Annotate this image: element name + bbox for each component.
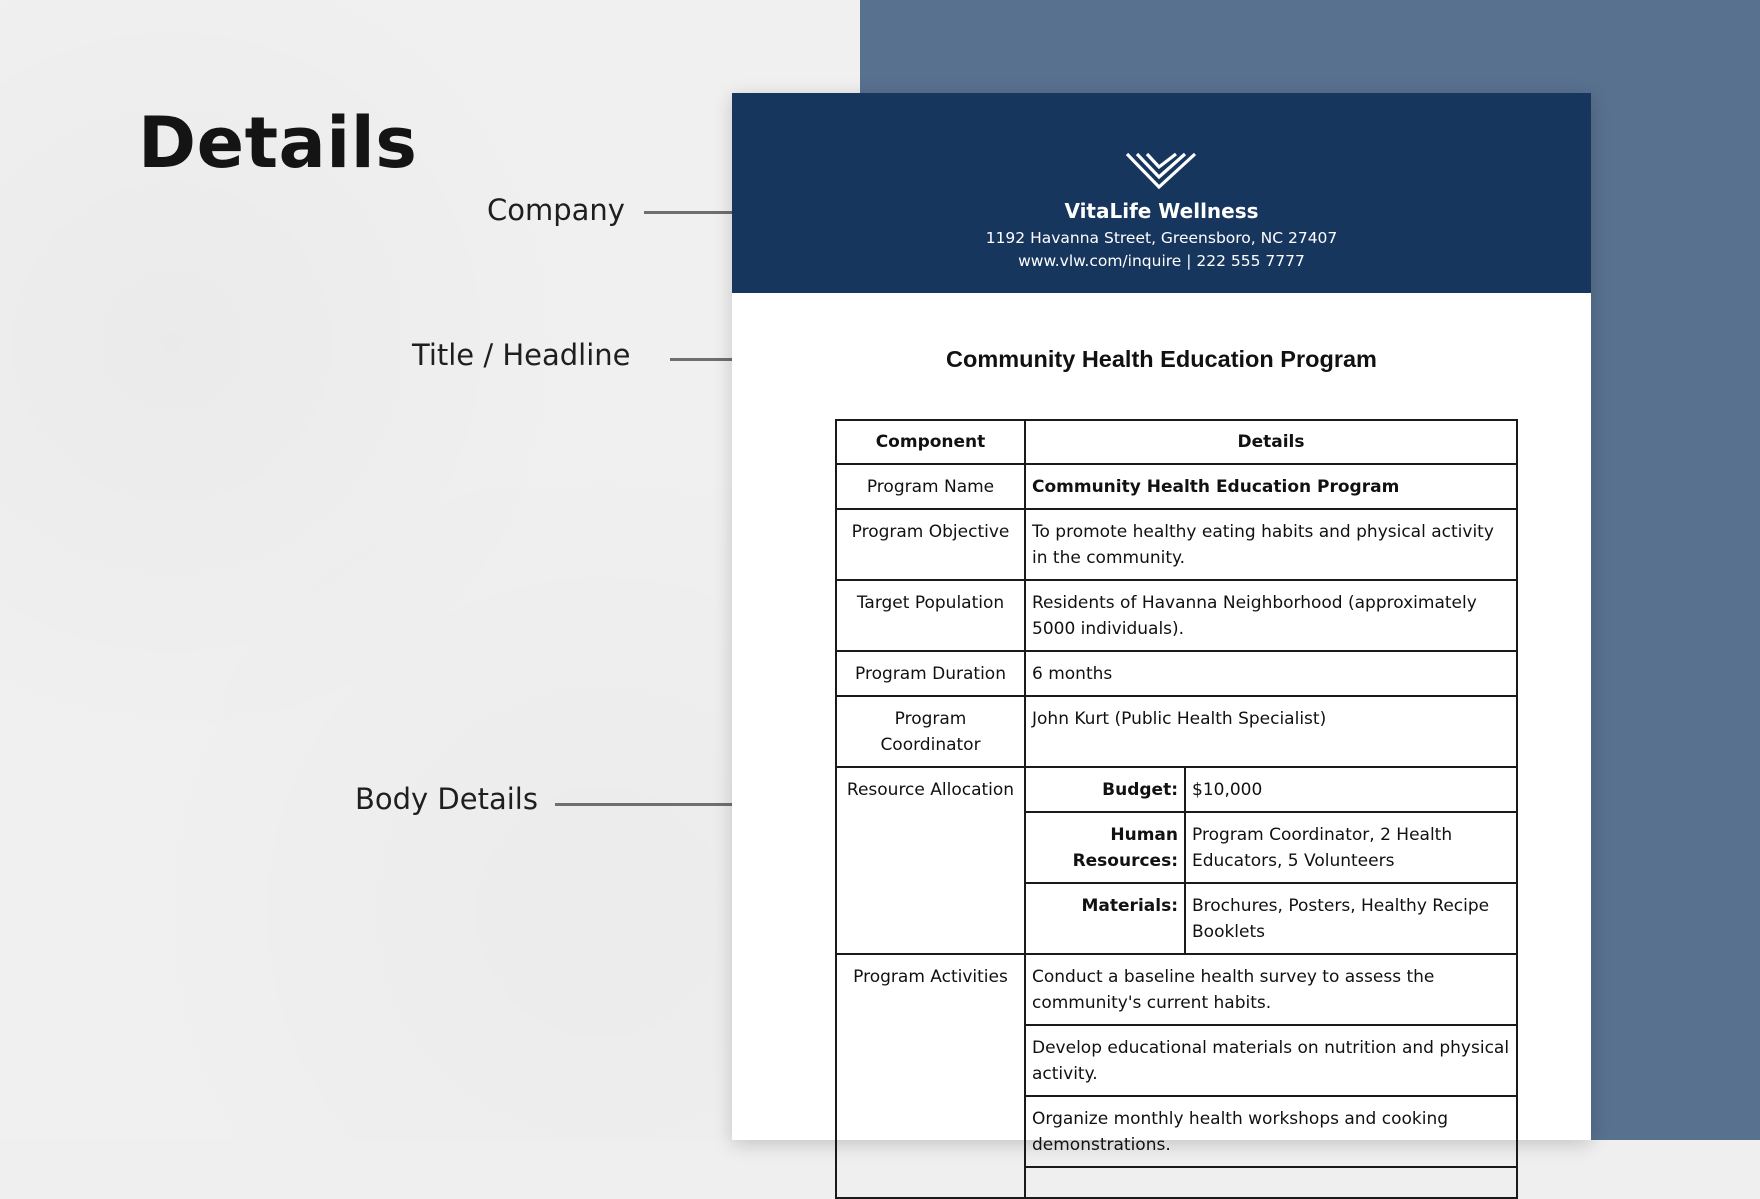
document-page <box>732 93 1591 1155</box>
table-row <box>836 464 1517 509</box>
column-header-details: Details <box>1025 420 1517 464</box>
activity-item: Conduct a baseline health survey to assess the community's current habits. <box>1025 954 1517 1025</box>
row-label-program-name: Program Name <box>836 464 1025 509</box>
table-row <box>836 580 1517 651</box>
resource-label-human: Human Resources: <box>1025 812 1185 883</box>
resource-value-budget: $10,000 <box>1185 767 1517 812</box>
column-header-component: Component <box>836 420 1025 464</box>
row-value-target: Residents of Havanna Neighborhood (approximately 5000 individuals). <box>1025 580 1517 651</box>
chevron-v-logo-icon <box>1124 151 1198 191</box>
company-contact: www.vlw.com/inquire | 222 555 7777 <box>1018 252 1305 270</box>
row-value-duration: 6 months <box>1025 651 1517 696</box>
callout-body: Body Details <box>355 782 538 816</box>
row-label-resources: Resource Allocation <box>836 767 1025 954</box>
showcase-heading: Details <box>138 102 418 184</box>
document-header <box>732 93 1591 293</box>
resource-label-budget: Budget: <box>1025 767 1185 812</box>
row-value-objective: To promote healthy eating habits and physical activity in the community. <box>1025 509 1517 580</box>
activity-item: Organize monthly health workshops and cooking demonstrations. <box>1025 1096 1517 1167</box>
program-table <box>835 419 1518 1199</box>
resource-value-human: Program Coordinator, 2 Health Educators, 5 Volunteers <box>1185 812 1517 883</box>
table-row <box>836 696 1517 767</box>
table-row <box>836 651 1517 696</box>
document-title: Community Health Education Program <box>946 346 1377 372</box>
left-backdrop <box>0 0 860 1140</box>
row-value-program-name: Community Health Education Program <box>1025 464 1517 509</box>
row-value-coordinator: John Kurt (Public Health Specialist) <box>1025 696 1517 767</box>
row-label-target: Target Population <box>836 580 1025 651</box>
resource-label-materials: Materials: <box>1025 883 1185 954</box>
activity-item-cut-off <box>1025 1167 1517 1198</box>
resource-value-materials: Brochures, Posters, Healthy Recipe Booklets <box>1185 883 1517 954</box>
row-label-coordinator: Program Coordinator <box>836 696 1025 767</box>
callout-title: Title / Headline <box>412 338 631 372</box>
row-label-objective: Program Objective <box>836 509 1025 580</box>
company-name: VitaLife Wellness <box>1064 199 1259 223</box>
table-row <box>836 767 1517 812</box>
table-row <box>836 954 1517 1025</box>
company-address: 1192 Havanna Street, Greensboro, NC 27407 <box>985 229 1338 247</box>
activity-item: Develop educational materials on nutrition and physical activity. <box>1025 1025 1517 1096</box>
callout-company: Company <box>487 193 625 227</box>
table-header-row <box>836 420 1517 464</box>
table-row <box>836 509 1517 580</box>
row-label-activities: Program Activities <box>836 954 1025 1198</box>
row-label-duration: Program Duration <box>836 651 1025 696</box>
